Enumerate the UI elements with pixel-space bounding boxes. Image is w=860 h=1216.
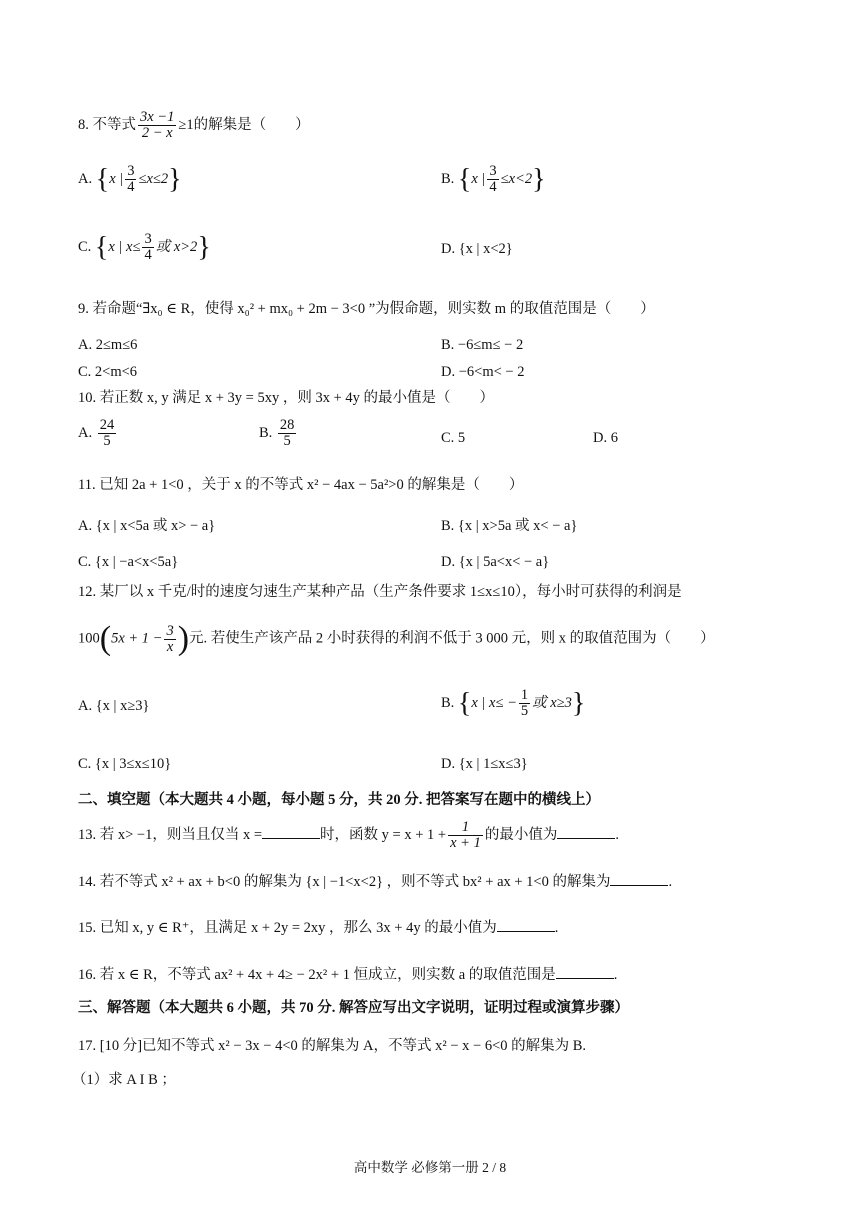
q8-option-c: C. {x | x≤ $\frac{3}{4}$ 或 x>2} [78,230,211,263]
section-2-heading: 二、填空题（本大题共 4 小题，每小题 5 分，共 20 分. 把答案写在题中的横线上） [78,792,600,808]
q15-stem: 15. 已知 x, y ∈ R⁺，且满足 x + 2y = 2xy ，那么 3x + 4y 的最小值为 . [78,920,559,936]
q14-stem: 14. 若不等式 x² + ax + b<0 的解集为 {x | −1<x<2} ，则不等式 bx² + ax + 1<0 的解集为 . [78,874,673,890]
section-3-heading: 三、解答题（本大题共 6 小题，共 70 分. 解答应写出文字说明，证明过程或演算步骤） [78,1000,629,1016]
q15-blank[interactable] [497,919,555,932]
page-footer: 高中数学 必修第一册 2 / 8 [353,1160,507,1175]
q12-option-a: A. {x | x≥3} [78,698,150,714]
q9-option-d: D. −6<m< − 2 [441,364,525,380]
q13-stem: 13. 若 x> −1，则当且仅当 x = 时，函数 y = x + 1 + $\frac{1}{x + 1}$ 的最小值为 . [78,819,619,852]
q10-option-c: C. 5 [441,430,466,446]
q11-option-a: A. {x | x<5a 或 x> − a} [78,518,216,534]
q10-option-b: B. $\frac{28}{5}$ [259,417,295,450]
q10-stem: 10. 若正数 x, y 满足 x + 3y = 5xy ，则 3x + 4y 的最小值是（ ） [78,390,495,406]
q10-option-d: D. 6 [593,430,618,446]
q11-option-d: D. {x | 5a<x< − a} [441,554,550,570]
q12-stem-line2: 100(5x + 1 − $\frac{3}{x}$ )元. 若使生产该产品 2 小时获得的利润不低于 3 000 元，则 x 的取值范围为（ ） [78,620,715,657]
q11-option-c: C. {x | −a<x<5a} [78,554,179,570]
q13-blank-1[interactable] [262,826,320,839]
q9-option-b: B. −6≤m≤ − 2 [441,337,524,353]
q8-option-d: D. {x | x<2} [441,241,513,257]
q17-stem: 17. [10 分]已知不等式 x² − 3x − 4<0 的解集为 A，不等式 x² − x − 6<0 的解集为 B. [78,1038,587,1054]
q12-option-b: B. {x | x≤ − $\frac{1}{5}$ 或 x≥3} [441,686,586,719]
q12-option-d: D. {x | 1≤x≤3} [441,756,528,772]
q11-stem: 11. 已知 2a + 1<0 ，关于 x 的不等式 x² − 4ax − 5a²>0 的解集是（ ） [78,477,524,493]
q11-option-b: B. {x | x>5a 或 x< − a} [441,518,578,534]
q9-stem: 9. 若命题“∃x₀ ∈ R，使得 x₀² + mx₀ + 2m − 3<0 ”为假命题，则实数 m 的取值范围是（ ） [78,301,655,317]
q17-part-1: （1）求 A Ι B ； [72,1072,176,1088]
q9-option-a: A. 2≤m≤6 [78,337,138,353]
q13-blank-2[interactable] [557,826,615,839]
q16-blank[interactable] [556,966,614,979]
q9-option-c: C. 2<m<6 [78,364,138,380]
q12-option-c: C. {x | 3≤x≤10} [78,756,172,772]
q10-option-a: A. $\frac{24}{5}$ [78,417,115,450]
q8-stem: 8. 不等式 $\frac{3x -1}{2 - x}$ ≥1的解集是（ ） [78,109,310,142]
q8-option-a: A. {x | $\frac{3}{4}$ ≤x≤2} [78,162,182,195]
q14-blank[interactable] [610,873,668,886]
q8-option-b: B. {x | $\frac{3}{4}$ ≤x<2} [441,162,546,195]
q16-stem: 16. 若 x ∈ R，不等式 ax² + 4x + 4≥ − 2x² + 1 恒成立，则实数 a 的取值范围是 . [78,967,618,983]
q12-stem-line1: 12. 某厂以 x 千克/时的速度匀速生产某种产品（生产条件要求 1≤x≤10），每小时可获得的利润是 [78,584,682,600]
